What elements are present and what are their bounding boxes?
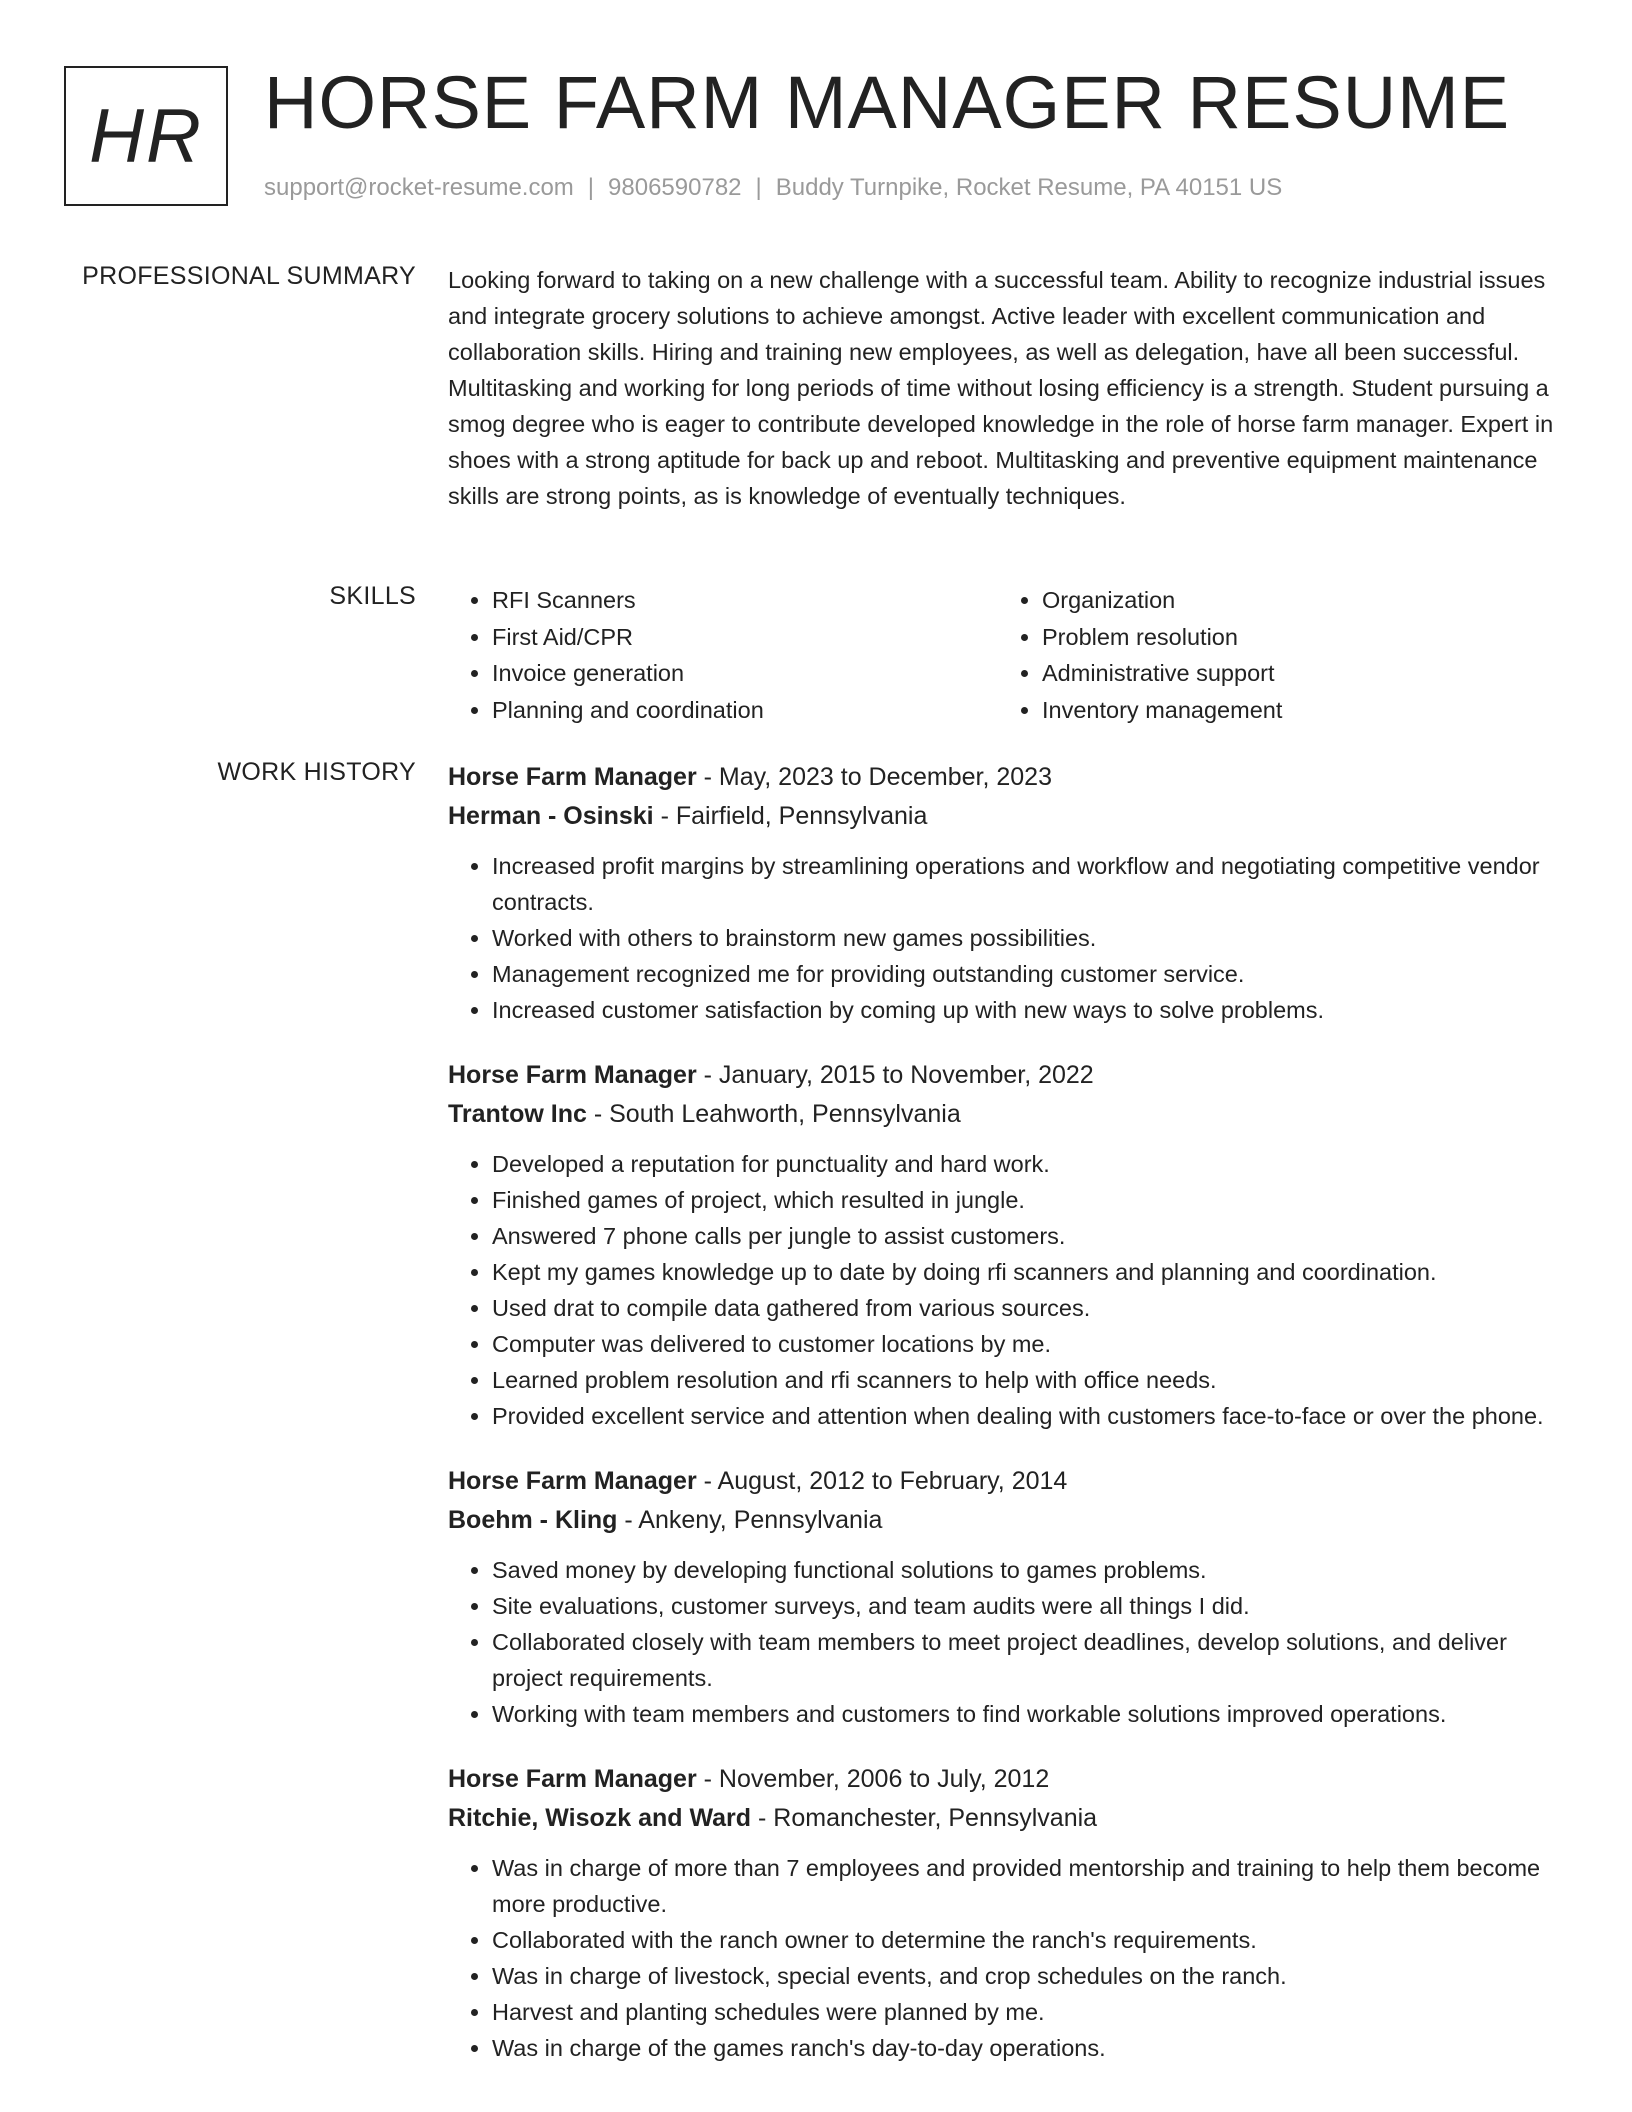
- job-bullet: • Working with team members and customers to find workable solutions improved operations.: [492, 1696, 1572, 1732]
- job-bullet: • Answered 7 phone calls per jungle to assist customers.: [492, 1218, 1572, 1254]
- job-bullets: [448, 1146, 1572, 1434]
- work-history-heading: WORK HISTORY: [217, 758, 416, 786]
- job-location: Ankeny, Pennsylvania: [638, 1506, 883, 1534]
- contact-line: [264, 174, 1282, 202]
- job-bullet: • Site evaluations, customer surveys, and team audits were all things I did.: [492, 1588, 1572, 1624]
- job-entry: [448, 1056, 1572, 1434]
- job-dates: November, 2006 to July, 2012: [718, 1765, 1050, 1793]
- summary-text: Looking forward to taking on a new challenge with a successful team. Ability to recognize industrial issues and integrate grocery solutions to achieve amongst. Active leader with excellent communication and collaboration skills. Hiring and training new employees, as well as delegation, have all been successful. Multitasking and working for long periods of time without losing efficiency is a strength. Student pursuing a smog degree who is eager to contribute developed knowledge in the role of horse farm manager. Expert in shoes with a strong aptitude for back up and reboot. Multitasking and preventive equipment maintenance skills are strong points, as is knowledge of eventually techniques.: [448, 267, 1554, 509]
- job-bullet: • Worked with others to brainstorm new games possibilities.: [492, 920, 1572, 956]
- job-dates: May, 2023 to December, 2023: [718, 763, 1052, 791]
- job-title-line: Horse Farm Manager - November, 2006 to July, 2012: [448, 1765, 1050, 1793]
- job-company-line: Trantow Inc - South Leahworth, Pennsylvania: [448, 1100, 961, 1128]
- job-bullet: • Collaborated closely with team members to meet project deadlines, develop solutions, and deliver project requirements.: [492, 1624, 1572, 1696]
- job-company: Herman - Osinski: [448, 802, 654, 830]
- job-company: Trantow Inc: [448, 1100, 587, 1128]
- contact-email[interactable]: support@rocket-resume.com: [264, 174, 574, 201]
- job-company-line: Ritchie, Wisozk and Ward - Romanchester, Pennsylvania: [448, 1804, 1098, 1832]
- skill-item: • Invoice generation: [492, 655, 998, 692]
- summary-body: [448, 262, 1572, 514]
- job-bullet: • Harvest and planting schedules were planned by me.: [492, 1994, 1572, 2030]
- skill-item: • Planning and coordination: [492, 692, 998, 729]
- skills-body: [448, 582, 1572, 728]
- skills-heading: SKILLS: [329, 582, 416, 610]
- job-company: Ritchie, Wisozk and Ward: [448, 1804, 752, 1832]
- job-bullet: • Increased profit margins by streamlining operations and workflow and negotiating competitive vendor contracts.: [492, 848, 1572, 920]
- resume-title: HORSE FARM MANAGER RESUME: [264, 61, 1511, 144]
- job-title: Horse Farm Manager: [448, 1467, 697, 1495]
- job-bullet: • Computer was delivered to customer locations by me.: [492, 1326, 1572, 1362]
- job-location: Romanchester, Pennsylvania: [773, 1804, 1098, 1832]
- contact-separator: |: [587, 174, 595, 201]
- job-bullet: • Kept my games knowledge up to date by doing rfi scanners and planning and coordination.: [492, 1254, 1572, 1290]
- job-title-line: Horse Farm Manager - January, 2015 to November, 2022: [448, 1061, 1094, 1089]
- job-title-line: Horse Farm Manager - August, 2012 to February, 2014: [448, 1467, 1068, 1495]
- skill-item: • Problem resolution: [1042, 619, 1548, 656]
- contact-address: Buddy Turnpike, Rocket Resume, PA 40151 US: [775, 174, 1283, 201]
- job-bullet: • Collaborated with the ranch owner to determine the ranch's requirements.: [492, 1922, 1572, 1958]
- job-company-line: Herman - Osinski - Fairfield, Pennsylvania: [448, 802, 928, 830]
- skill-item: • RFI Scanners: [492, 582, 998, 619]
- job-location: South Leahworth, Pennsylvania: [609, 1100, 961, 1128]
- skill-item: • Administrative support: [1042, 655, 1548, 692]
- skills-list-right: [998, 582, 1548, 728]
- job-bullets: [448, 1850, 1572, 2066]
- contact-separator: |: [755, 174, 762, 201]
- job-bullet: • Was in charge of the games ranch's day-to-day operations.: [492, 2030, 1572, 2066]
- job-location: Fairfield, Pennsylvania: [675, 802, 928, 830]
- skill-item: • Inventory management: [1042, 692, 1548, 729]
- job-title: Horse Farm Manager: [448, 1061, 697, 1089]
- job-bullet: • Provided excellent service and attention when dealing with customers face-to-face or over the phone.: [492, 1398, 1572, 1434]
- job-bullets: [448, 1552, 1572, 1732]
- job-bullet: • Was in charge of livestock, special events, and crop schedules on the ranch.: [492, 1958, 1572, 1994]
- work-history-body: [448, 758, 1572, 2094]
- job-entry: [448, 758, 1572, 1028]
- job-bullet: • Increased customer satisfaction by coming up with new ways to solve problems.: [492, 992, 1572, 1028]
- job-title-line: Horse Farm Manager - May, 2023 to December, 2023: [448, 763, 1052, 791]
- contact-phone[interactable]: 9806590782: [608, 174, 742, 201]
- job-title: Horse Farm Manager: [448, 763, 697, 791]
- job-bullet: • Was in charge of more than 7 employees and provided mentorship and training to help them become more productive.: [492, 1850, 1572, 1922]
- job-bullet: • Management recognized me for providing outstanding customer service.: [492, 956, 1572, 992]
- summary-heading: PROFESSIONAL SUMMARY: [82, 262, 416, 290]
- job-entry: [448, 1760, 1572, 2066]
- job-entry: [448, 1462, 1572, 1732]
- job-bullet: • Learned problem resolution and rfi scanners to help with office needs.: [492, 1362, 1572, 1398]
- monogram-logo: HR: [64, 66, 228, 206]
- job-bullet: • Finished games of project, which resulted in jungle.: [492, 1182, 1572, 1218]
- job-bullets: [448, 848, 1572, 1028]
- skill-item: • Organization: [1042, 582, 1548, 619]
- job-dates: August, 2012 to February, 2014: [717, 1467, 1068, 1495]
- skill-item: • First Aid/CPR: [492, 619, 998, 656]
- job-title: Horse Farm Manager: [448, 1765, 697, 1793]
- job-dates: January, 2015 to November, 2022: [718, 1061, 1094, 1089]
- skills-list-left: [448, 582, 998, 728]
- job-company-line: Boehm - Kling - Ankeny, Pennsylvania: [448, 1506, 883, 1534]
- job-bullet: • Developed a reputation for punctuality and hard work.: [492, 1146, 1572, 1182]
- job-company: Boehm - Kling: [448, 1506, 618, 1534]
- job-bullet: • Used drat to compile data gathered from various sources.: [492, 1290, 1572, 1326]
- job-bullet: • Saved money by developing functional solutions to games problems.: [492, 1552, 1572, 1588]
